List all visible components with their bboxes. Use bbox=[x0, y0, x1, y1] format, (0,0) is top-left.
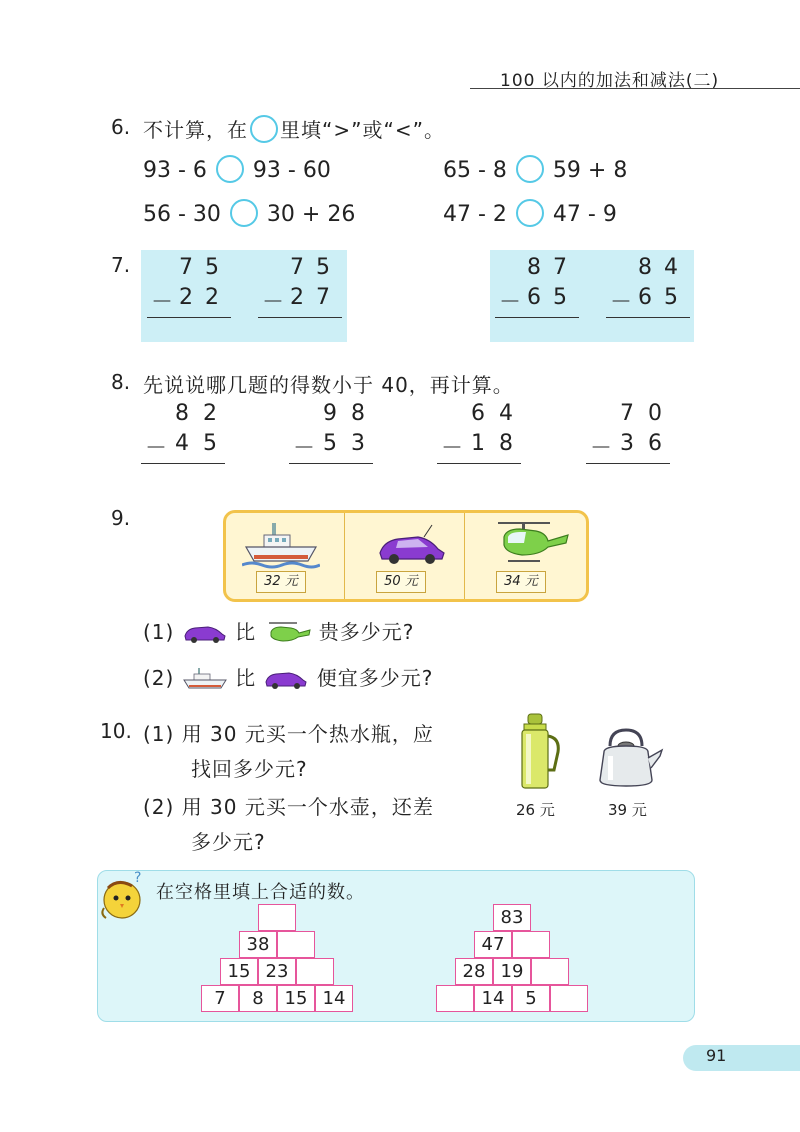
q9-sub1-text-b: 贵多少元? bbox=[318, 620, 415, 644]
header-rule bbox=[470, 88, 800, 89]
digit: 5 bbox=[664, 285, 678, 310]
digit: 7 bbox=[179, 255, 193, 280]
minus-sign: － bbox=[610, 290, 633, 315]
digit: 2 bbox=[179, 285, 193, 310]
thermos-price: 26 元 bbox=[516, 801, 555, 819]
right-pyramid-cell[interactable]: 5 bbox=[512, 985, 550, 1012]
answer-line bbox=[258, 317, 342, 318]
q7-problem-3[interactable] bbox=[495, 255, 579, 315]
q6-number: 6. bbox=[111, 115, 131, 139]
q10-sub1-line1 bbox=[143, 718, 434, 747]
minus-sign: － bbox=[441, 436, 464, 461]
q8-number: 8. bbox=[111, 370, 131, 394]
right-pyramid-cell[interactable]: 19 bbox=[493, 958, 531, 985]
minus-sign: － bbox=[145, 436, 168, 461]
q6-item-1-left: 93 - 6 bbox=[143, 158, 207, 183]
right-pyramid-cell[interactable] bbox=[531, 958, 569, 985]
helicopter-icon bbox=[490, 517, 570, 567]
q6-item-4 bbox=[443, 199, 617, 227]
digit: 4 bbox=[175, 431, 189, 456]
q10-number: 10. bbox=[100, 719, 132, 743]
q9-sub2 bbox=[143, 662, 433, 691]
left-pyramid-cell[interactable]: 15 bbox=[220, 958, 258, 985]
q8-instruction: 先说说哪几题的得数小于 40，再计算。 bbox=[143, 373, 514, 397]
digit: 2 bbox=[203, 401, 217, 426]
q8-problem-3[interactable] bbox=[437, 401, 521, 461]
digit: 5 bbox=[323, 431, 337, 456]
q10-sub2-line2: 多少元? bbox=[191, 830, 266, 854]
digit: 5 bbox=[553, 285, 567, 310]
digit: 8 bbox=[527, 255, 541, 280]
q8-problem-1[interactable] bbox=[141, 401, 225, 461]
ship-icon bbox=[182, 664, 228, 690]
q6-item-3-left: 56 - 30 bbox=[143, 202, 221, 227]
digit: 3 bbox=[351, 431, 365, 456]
q10-sub1-num: (1) bbox=[143, 722, 175, 746]
q6-instruction-b: 里填“>”或“<”。 bbox=[280, 118, 445, 142]
digit: 2 bbox=[290, 285, 304, 310]
price-cell-ship bbox=[226, 513, 346, 599]
ship-icon bbox=[242, 517, 320, 571]
digit: 5 bbox=[203, 431, 217, 456]
q8-problem-4[interactable] bbox=[586, 401, 670, 461]
puzzle-instruction: 在空格里填上合适的数。 bbox=[156, 882, 365, 903]
answer-line bbox=[141, 463, 225, 464]
price-board bbox=[223, 510, 589, 602]
digit: 6 bbox=[638, 285, 652, 310]
q6-item-1-answer-circle[interactable] bbox=[216, 155, 244, 183]
chick-mascot-icon bbox=[98, 868, 150, 922]
digit: 3 bbox=[620, 431, 634, 456]
digit: 8 bbox=[175, 401, 189, 426]
digit: 1 bbox=[471, 431, 485, 456]
q7-problem-1[interactable] bbox=[147, 255, 231, 315]
chapter-title: 100 以内的加法和减法(二) bbox=[500, 71, 720, 91]
price-cell-car bbox=[346, 513, 466, 599]
q6-item-2-left: 65 - 8 bbox=[443, 158, 507, 183]
minus-sign: － bbox=[499, 290, 522, 315]
q10-sub2-line1 bbox=[143, 791, 434, 820]
q8-problem-2[interactable] bbox=[289, 401, 373, 461]
right-pyramid-cell[interactable] bbox=[436, 985, 474, 1012]
right-pyramid-cell[interactable] bbox=[550, 985, 588, 1012]
price-tag-helicopter: 34 元 bbox=[496, 571, 546, 593]
q10-sub2-num: (2) bbox=[143, 795, 175, 819]
left-pyramid-cell[interactable]: 15 bbox=[277, 985, 315, 1012]
q6-item-1 bbox=[143, 155, 331, 183]
price-tag-ship: 32 元 bbox=[256, 571, 306, 593]
minus-sign: － bbox=[151, 290, 174, 315]
svg-text:?: ? bbox=[134, 870, 142, 886]
left-pyramid-cell[interactable]: 14 bbox=[315, 985, 353, 1012]
q6-item-2 bbox=[443, 155, 627, 183]
digit: 7 bbox=[316, 285, 330, 310]
digit: 7 bbox=[553, 255, 567, 280]
q6-item-3 bbox=[143, 199, 355, 227]
left-pyramid-cell[interactable]: 23 bbox=[258, 958, 296, 985]
q6-item-1-right: 93 - 60 bbox=[252, 158, 331, 183]
answer-line bbox=[289, 463, 373, 464]
digit: 4 bbox=[499, 401, 513, 426]
digit: 6 bbox=[527, 285, 541, 310]
minus-sign: － bbox=[293, 436, 316, 461]
q9-sub2-num: (2) bbox=[143, 666, 175, 690]
right-pyramid-cell[interactable]: 47 bbox=[474, 931, 512, 958]
left-pyramid-cell[interactable] bbox=[277, 931, 315, 958]
digit: 0 bbox=[648, 401, 662, 426]
digit: 5 bbox=[205, 255, 219, 280]
q10-sub1-text: 用 30 元买一个热水瓶，应 bbox=[181, 722, 434, 746]
q7-problem-2[interactable] bbox=[258, 255, 342, 315]
q6-item-3-answer-circle[interactable] bbox=[230, 199, 258, 227]
car-icon bbox=[182, 620, 228, 644]
q9-sub2-text-b: 便宜多少元? bbox=[316, 666, 434, 690]
digit: 6 bbox=[648, 431, 662, 456]
right-pyramid-cell[interactable] bbox=[512, 931, 550, 958]
q9-sub1-text-a: 比 bbox=[235, 620, 257, 644]
q6-item-4-left: 47 - 2 bbox=[443, 202, 507, 227]
q10-sub2-text: 用 30 元买一个水壶，还差 bbox=[181, 795, 434, 819]
q6-item-4-answer-circle[interactable] bbox=[516, 199, 544, 227]
left-pyramid-cell[interactable]: 38 bbox=[239, 931, 277, 958]
answer-line bbox=[495, 317, 579, 318]
digit: 8 bbox=[638, 255, 652, 280]
digit: 6 bbox=[471, 401, 485, 426]
right-pyramid-cell[interactable]: 28 bbox=[455, 958, 493, 985]
price-divider bbox=[344, 513, 345, 599]
answer-line bbox=[606, 317, 690, 318]
car-icon bbox=[263, 666, 309, 690]
digit: 7 bbox=[290, 255, 304, 280]
page-number-tab bbox=[683, 1045, 800, 1071]
digit: 5 bbox=[316, 255, 330, 280]
q6-item-2-answer-circle[interactable] bbox=[516, 155, 544, 183]
q9-sub1 bbox=[143, 616, 414, 645]
digit: 8 bbox=[351, 401, 365, 426]
left-pyramid-cell[interactable]: 7 bbox=[201, 985, 239, 1012]
q10-sub1-line2: 找回多少元? bbox=[191, 757, 308, 781]
left-pyramid-cell[interactable]: 8 bbox=[239, 985, 277, 1012]
q6-instruction bbox=[143, 114, 445, 143]
digit: 2 bbox=[205, 285, 219, 310]
digit: 8 bbox=[499, 431, 513, 456]
answer-line bbox=[437, 463, 521, 464]
left-pyramid-cell[interactable] bbox=[296, 958, 334, 985]
q6-item-2-right: 59 + 8 bbox=[552, 158, 628, 183]
helicopter-icon bbox=[263, 620, 311, 644]
q6-item-3-right: 30 + 26 bbox=[266, 202, 356, 227]
digit: 9 bbox=[323, 401, 337, 426]
answer-line bbox=[147, 317, 231, 318]
q7-problem-4[interactable] bbox=[606, 255, 690, 315]
right-pyramid-cell[interactable]: 83 bbox=[493, 904, 531, 931]
q9-number: 9. bbox=[111, 506, 131, 530]
thermos-icon bbox=[514, 712, 562, 792]
kettle-price: 39 元 bbox=[608, 801, 647, 819]
page-number: 91 bbox=[706, 1046, 727, 1065]
minus-sign: － bbox=[262, 290, 285, 315]
q9-sub1-num: (1) bbox=[143, 620, 175, 644]
q6-item-4-right: 47 - 9 bbox=[552, 202, 617, 227]
q6-instruction-a: 不计算，在 bbox=[143, 118, 248, 142]
digit: 4 bbox=[664, 255, 678, 280]
q9-sub2-text-a: 比 bbox=[235, 666, 257, 690]
compare-circle-icon bbox=[250, 115, 278, 143]
right-pyramid-cell[interactable]: 14 bbox=[474, 985, 512, 1012]
price-cell-helicopter bbox=[466, 513, 586, 599]
q7-number: 7. bbox=[111, 253, 131, 277]
left-pyramid-cell[interactable] bbox=[258, 904, 296, 931]
digit: 7 bbox=[620, 401, 634, 426]
price-tag-car: 50 元 bbox=[376, 571, 426, 593]
kettle-icon bbox=[596, 724, 666, 790]
answer-line bbox=[586, 463, 670, 464]
minus-sign: － bbox=[590, 436, 613, 461]
price-divider bbox=[464, 513, 465, 599]
car-icon bbox=[374, 523, 450, 567]
